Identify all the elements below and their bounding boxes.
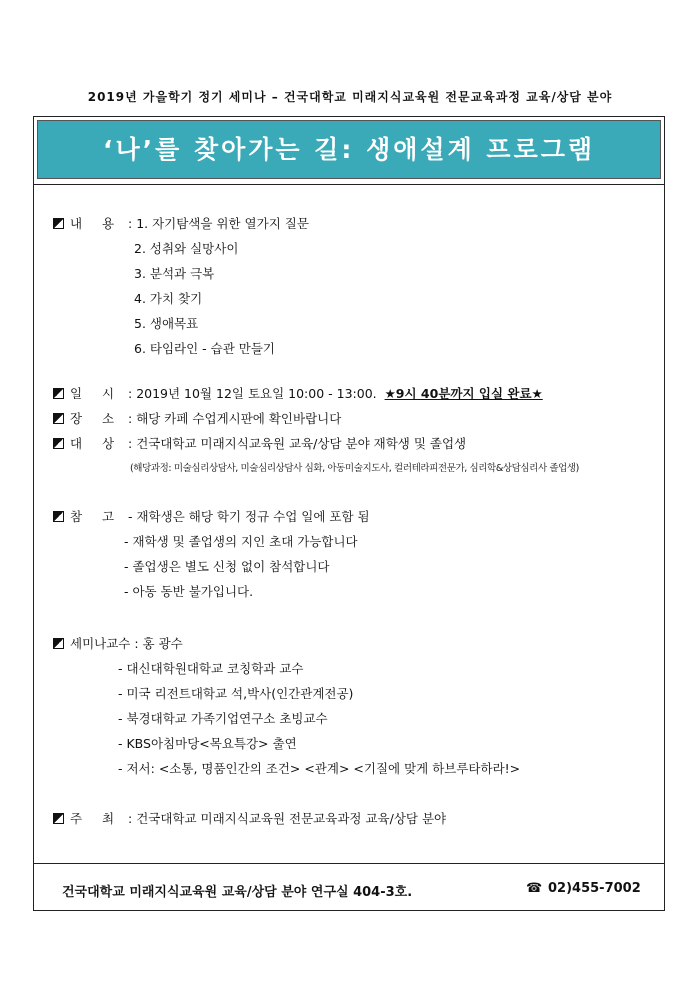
header-line: 2019년 가을학기 정기 세미나 – 건국대학교 미래지식교육원 전문교육과정 교육/상담 분야 xyxy=(87,90,613,104)
schedule-value: 2019년 10월 12일 토요일 10:00 - 13:00. xyxy=(136,386,377,401)
content-item: 3. 분석과 극복 xyxy=(134,266,215,281)
target-value: 건국대학교 미래지식교육원 교육/상담 분야 재학생 및 졸업생 xyxy=(136,436,467,451)
title-divider xyxy=(34,184,664,185)
target-label: 대 상 xyxy=(70,436,123,451)
host-label: 주 최 xyxy=(70,811,123,826)
schedule-highlight: ★9시 40분까지 입실 완료★ xyxy=(384,386,543,401)
target-row xyxy=(53,435,466,453)
host-row xyxy=(53,810,446,828)
content-row xyxy=(53,215,309,233)
content-item: 6. 타임라인 - 습관 만들기 xyxy=(134,341,276,356)
title-bar: ‘나’를 찾아가는 길: 생애설계 프로그램 xyxy=(37,120,661,179)
reference-item: - 졸업생은 별도 신청 없이 참석합니다 xyxy=(124,559,330,574)
content-item: 2. 성취와 실망사이 xyxy=(134,241,239,256)
schedule-row xyxy=(53,385,543,403)
professor-item: - 저서: <소통, 명품인간의 조건> <관계> <기질에 맞게 하브루타하라!> xyxy=(118,761,521,776)
checkbox-icon xyxy=(53,813,64,824)
professor-item: - KBS아침마당<목요특강> 출연 xyxy=(118,736,297,751)
content-item: 5. 생애목표 xyxy=(134,316,199,331)
reference-label: 참 고 xyxy=(70,509,123,524)
professor-row xyxy=(53,635,183,653)
professor-item: - 북경대학교 가족기업연구소 초빙교수 xyxy=(118,711,328,726)
colon: : xyxy=(128,811,137,826)
colon: : xyxy=(128,386,137,401)
content-item: 1. 자기탐색을 위한 열가지 질문 xyxy=(136,216,309,231)
checkbox-icon xyxy=(53,388,64,399)
footer-office: 건국대학교 미래지식교육원 교육/상담 분야 연구실 404-3호. xyxy=(62,885,413,900)
place-row xyxy=(53,410,341,428)
reference-row xyxy=(53,508,370,526)
reference-item: - 아동 동반 불가입니다. xyxy=(124,584,254,599)
professor-item: - 미국 리전트대학교 석,박사(인간관계전공) xyxy=(118,686,354,701)
place-value: 해당 카페 수업게시판에 확인바랍니다 xyxy=(136,411,342,426)
checkbox-icon xyxy=(53,218,64,229)
target-note: (해당과정: 미술심리상담사, 미술심리상담사 심화, 아동미술지도사, 컬러테라피전문가, 심리학&상담심리사 졸업생) xyxy=(130,463,579,474)
colon: : xyxy=(128,411,137,426)
checkbox-icon xyxy=(53,413,64,424)
content-item: 4. 가치 찾기 xyxy=(134,291,203,306)
colon: : xyxy=(128,216,137,231)
footer-divider xyxy=(34,863,664,864)
footer-phone: 02)455-7002 xyxy=(548,881,641,896)
professor-label: 세미나교수 : 홍 광수 xyxy=(70,636,183,651)
host-value: 건국대학교 미래지식교육원 전문교육과정 교육/상담 분야 xyxy=(136,811,447,826)
reference-item: - 재학생은 해당 학기 정규 수업 일에 포함 됨 xyxy=(128,509,370,524)
content-label: 내 용 xyxy=(70,216,123,231)
checkbox-icon xyxy=(53,438,64,449)
schedule-label: 일 시 xyxy=(70,386,123,401)
poster-frame xyxy=(33,116,665,911)
colon: : xyxy=(128,436,137,451)
professor-item: - 대신대학원대학교 코칭학과 교수 xyxy=(118,661,304,676)
reference-item: - 재학생 및 졸업생의 지인 초대 가능합니다 xyxy=(124,534,358,549)
checkbox-icon xyxy=(53,511,64,522)
place-label: 장 소 xyxy=(70,411,123,426)
phone-icon: ☎ xyxy=(526,881,543,896)
checkbox-icon xyxy=(53,638,64,649)
